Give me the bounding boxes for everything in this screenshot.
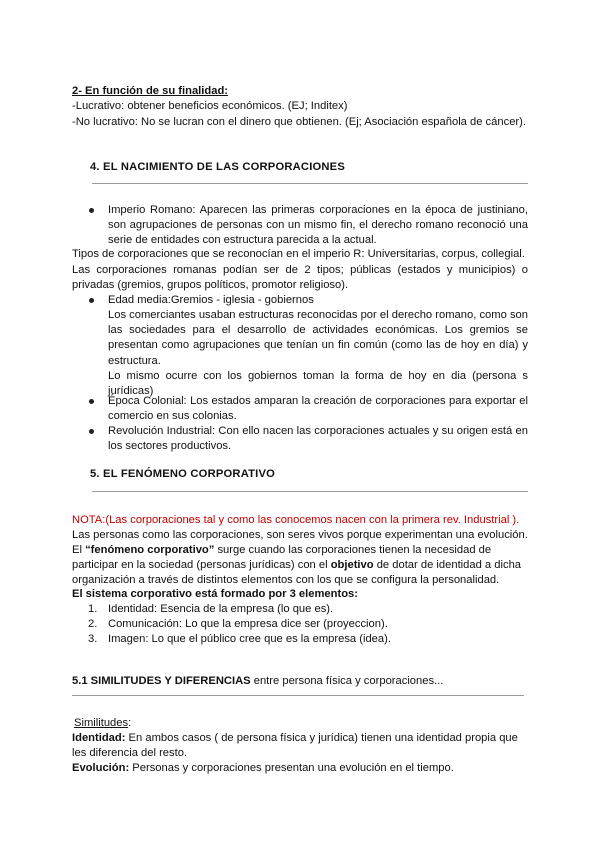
personas-line: Las personas como las corporaciones, son seres vivos porque experimentan una evolución. [72,529,528,541]
lucrativo-line: -Lucrativo: obtener beneficios económicos. (EJ; Inditex) [72,100,348,112]
section-5-heading: 5. EL FENÓMENO CORPORATIVO [90,468,276,480]
nota-line: NOTA:(Las corporaciones tal y como las conocemos nacen con la primera rev. Industrial ). [72,514,520,526]
bullet-icon [89,399,94,404]
section-5-1-divider [72,695,524,696]
bullet-icon [89,208,94,213]
edad-media-title: Edad media:Gremios - iglesia - gobiernos [108,294,314,306]
no-lucrativo-line: -No lucrativo: No se lucran con el dinero que obtienen. (Ej; Asociación española de cáncer). [72,116,526,128]
edad-media-paragraph-1: Los comerciantes usaban estructuras reconocidas por el derecho romano, como son las sociedades para el desarrollo de actividades económicas. Los gremios se presentan como agrupaciones que tenían un fin común (como las de hoy en día) y estructura. [108,309,528,367]
revolucion-industrial-text: Revolución Industrial: Con ello nacen las corporaciones actuales y su origen está en los sectores productivos. [108,425,528,453]
section-4-heading: 4. EL NACIMIENTO DE LAS CORPORACIONES [90,161,346,173]
evolucion-line: Evolución: Personas y corporaciones presentan una evolución en el tiempo. [72,762,454,774]
sistema-line: El sistema corporativo está formado por 3 elementos: [72,588,358,600]
fenomeno-line: El “fenómeno corporativo” surge cuando las corporaciones tienen la necesidad de [72,544,492,556]
edad-media-paragraph-2: Lo mismo ocurre con los gobiernos toman la forma de hoy en dia (persona s jurídicas) [108,370,528,398]
bullet-icon [89,298,94,303]
identidad-line: Identidad: En ambos casos ( de persona física y jurídica) tienen una identidad propia que [72,732,518,744]
section-5-divider [92,491,528,492]
imperio-romano-text: Imperio Romano: Aparecen las primeras corporaciones en la época de justiniano, son agrupaciones de personas con un mismo fin, el derecho romano reconoció una serie de entidades con estructura parecida a la actual. [108,204,528,247]
romanas-paragraph: Las corporaciones romanas podían ser de 2 tipos; públicas (estados y municipios) o privadas (gremios, grupos políticos, promotor religioso). [72,264,528,292]
section-2-title: 2- En función de su finalidad: [72,85,229,97]
bullet-icon [89,429,94,434]
section-5-1-heading: 5.1 SIMILITUDES Y DIFERENCIAS entre persona física y corporaciones... [72,675,444,687]
section-4-divider [92,183,528,184]
similitudes-label: Similitudes: [74,717,132,729]
organizacion-line: organización a través de distintos elementos con los que se configura la personalidad. [72,574,500,586]
epoca-colonial-text: Época Colonial: Los estados amparan la creación de corporaciones para exportar el comercio en sus colonias. [108,395,528,423]
tipos-line: Tipos de corporaciones que se reconocían en el imperio R: Universitarias, corpus, collegial. [72,248,525,260]
participar-line: participar en la sociedad (personas jurídicas) con el objetivo de dotar de identidad a dicha [72,559,522,571]
identidad-line-2: les diferencia del resto. [72,747,188,759]
